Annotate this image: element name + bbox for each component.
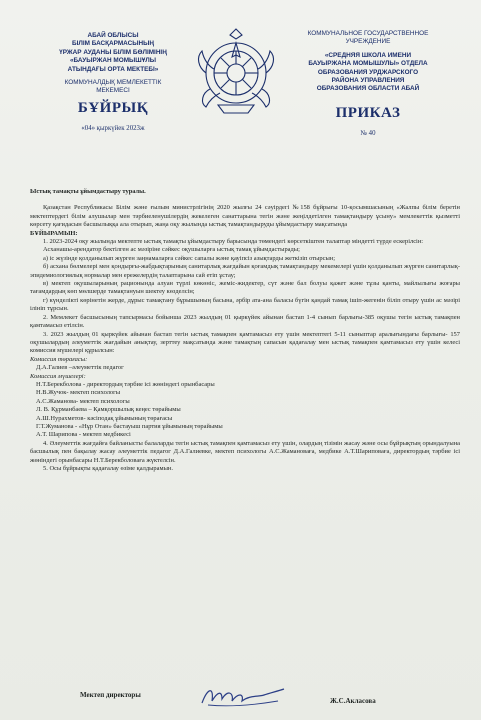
signature-block — [80, 683, 460, 709]
commission-member: Н.Т.Берекболова - директордың тәрбие ісі жөніндегі орынбасары — [36, 380, 215, 388]
paragraph-1-b: б) асхана бөлмелері мен қондырғы-жабдықтарының санитарлық жағдайын қоғамдық тамақтандыру мекемелері үшін қолданылып жүрген санитарлық-эпидемиологиялық нормалар мен ережелердің талаптарына сай етіп ұстау; — [30, 263, 460, 279]
commission-member: А.Т. Шарипова - мектеп медбикесі — [36, 431, 131, 439]
paragraph-1: 1. 2023-2024 оқу жылында мектепте ыстық тамақты ұйымдастыру барысында төмендегі көрсеткіштен талаптар міндетті түрде ескерілсін: — [43, 238, 424, 246]
commission-members-label: Комиссия мүшелері: — [30, 372, 86, 380]
paragraph-1-note: Асханашы-арендатор бектілген ас мәзіріне сәйкес оқушыларға ыстық тамақ ұйымдастырады; — [43, 246, 300, 254]
commission-member: Л. В. Құрманбаева – Қамқоршылық кеңес төрайымы — [36, 406, 181, 414]
doc-number: № 40 — [360, 129, 376, 137]
header-left-line: «БАУЫРЖАН МОМЫШҰЛЫ — [69, 57, 157, 65]
header-right-line: БАУЫРЖАНА МОМЫШУЛЫ» ОТДЕЛА — [308, 60, 428, 68]
header-right-line: ОБРАЗОВАНИЯ ОБЛАСТИ АБАЙ — [316, 85, 420, 93]
header-right-line: РАЙОНА УПРАВЛЕНИЯ — [331, 77, 405, 85]
order-word: БҰЙЫРАМЫН: — [30, 229, 78, 237]
header-left-sub-line: КОММУНАЛДЫҚ МЕМЛЕКЕТТІК — [64, 79, 162, 87]
header-left-line: ҮРЖАР АУДАНЫ БІЛІМ БӨЛІМІНІҢ — [59, 48, 167, 56]
signatory-role: Мектеп директоры — [80, 691, 141, 699]
header-left — [28, 32, 198, 133]
commission-member: Г.Т.Жуманова - «Нұр Отан» бастауыш партия ұйымының төрайымы — [36, 422, 223, 430]
handwritten-signature — [198, 683, 288, 709]
paragraph-3: 3. 2023 жылдың 01 қыркүйек айынан бастап тегін ыстық тамақпен қамтамасыз ету үшін мектептегі 5-11 сыныптар аралығындағы барлығы- 157 оқушылардың әлеуметтік жағдайын анықтау, зерттеу мақсатында және тамақтың сапасын қадағалау мен ыстық тамақпен қамтамасыз ету үшін келесі комиссия мүшелері құрылсын: — [30, 330, 460, 355]
header-left-line: АТЫНДАҒЫ ОРТА МЕКТЕБІ» — [67, 65, 159, 73]
paragraph-4: 4. Әлеуметтік жағдайға байланысты балаларды тегін ыстық тамақпен қамтамасыз ету үшін, олардың тізімін жасау және осы бұйрықтың орындалуына басшылық пен бақылау жасау әлеуметтік педагог Д.А.Галиевке, мектеп психологы А.С.Жамановаға, медбике А.Т.Шариповаға, директордың тәрбие ісі жөніндегі орынбасары Н.Т.Берекболоваға жүктелсін. — [30, 439, 460, 464]
paragraph-1-a: а) іс жүзінде қолданылып жүрген заңнамаларға сәйкес сапалы және қауіпсіз азықтарды жеткізіп отырсын; — [43, 254, 335, 262]
header-right-line: УЧРЕЖДЕНИЕ — [345, 38, 391, 46]
paragraph-1-g: г) күнделікті көрінетін жерде, дұрыс тамақтану бұрышының басына, әрбір ата-ана баласы бүгін қандай тамақ ішіп-жегенін біліп отыру үшін ас мәзірі ілініп тұрсын. — [30, 296, 460, 313]
paragraph-5: 5. Осы бұйрықты қадағалау өзіме қалдырамын. — [43, 465, 173, 472]
commission-chair-label: Комиссия төрағасы: — [30, 355, 88, 363]
state-emblem-icon — [190, 27, 282, 117]
commission-member: А.Ш.Нурахметов- кәсіподақ ұйымының төрағасы — [36, 414, 173, 422]
header-left-line: БІЛІМ БАСҚАРМАСЫНЫҢ — [72, 40, 154, 48]
header-right — [283, 30, 453, 138]
header-right-line: «СРЕДНЯЯ ШКОЛА ИМЕНИ — [324, 51, 412, 59]
header-left-sub-line: МЕКЕМЕСІ — [96, 87, 130, 95]
header-right-line: ОБРАЗОВАНИЯ УРДЖАРСКОГО — [317, 68, 419, 76]
signatory-name: Ж.С.Акласова — [330, 697, 376, 705]
paragraph-2: 2. Мемлекет басшысының тапсырмасы бойынша 2023 жылдың 01 қыркүйек айынан бастап 1-4 сынып барлығы-385 оқушы тегін ыстық тамақпен қамтамасыз етілсін. — [30, 313, 460, 330]
doc-date: «04» қыркүйек 2023ж — [81, 124, 145, 132]
commission-chair: Д.А.Галиев –әлеуметтік педагог — [36, 364, 124, 372]
order-body — [30, 188, 460, 473]
commission-member: А.С.Жаманова- мектеп психологы — [36, 397, 130, 405]
order-subject: Ыстық тамақты ұйымдастыру туралы. — [30, 188, 146, 195]
doc-title-ru: ПРИКАЗ — [335, 104, 401, 121]
header-left-line: АБАЙ ОБЛЫСЫ — [87, 32, 139, 39]
paragraph-1-v: в) мектеп оқушыларының рационында алуан түрлі көкөніс, жеміс-жидектер, сүт және бал болуы қажет және тұзы қанты, майлылығы жоғары тағамдардың көп мөлшерде тамақтануын шектеу көзделсін; — [30, 280, 460, 296]
doc-title-kk: БҰЙРЫҚ — [77, 99, 149, 116]
preamble: Қазақстан Республикасы Білім және ғылым министрлігінің 2020 жылғы 24 сәуірдегі №158 бұйрығы 10-қосымшасының «Жалпы білім беретін мектептердегі білім алушылар мен тәрбиеленушілердің жекелеген санаттарына тегін және жеңілдетілген тамақтандыру ұсыну» мемлекеттік қызметті көрсету қағидасын басшылыққа ала отырып, жаңа оқу жылында ыстық тамақтандыруды ұйымдастыру мақсатында — [30, 204, 460, 229]
header-right-line: КОММУНАЛЬНОЕ ГОСУДАРСТВЕННОЕ — [307, 30, 429, 37]
commission-member: Н.В.Жучок- мектеп психологы — [36, 389, 121, 397]
